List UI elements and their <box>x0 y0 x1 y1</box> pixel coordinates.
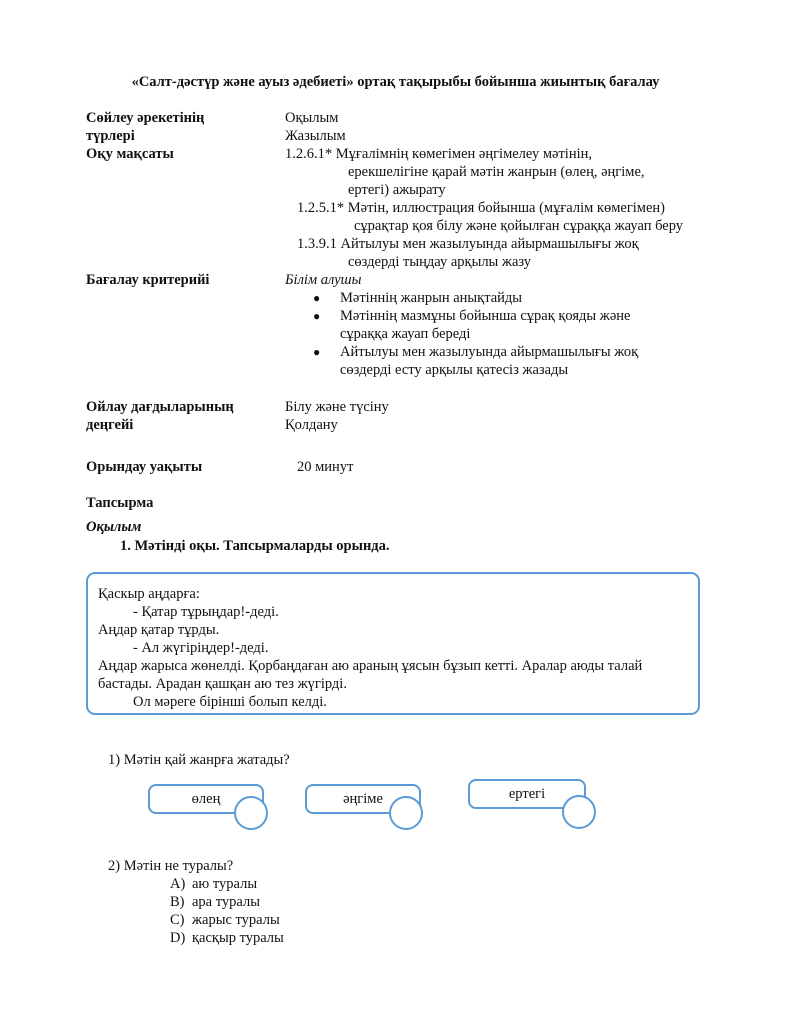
learning-goal-line: сөздерді тыңдау арқылы жазу <box>348 254 532 270</box>
answer-letter: B) <box>170 894 185 910</box>
answer-letter: C) <box>170 912 185 928</box>
criteria-item: Мәтіннің жанрын анықтайды <box>340 290 523 306</box>
criteria-item: Айтылуы мен жазылуында айырмашылығы жоқ <box>340 344 639 360</box>
learning-goal-line: 1.3.9.1 Айтылуы мен жазылуында айырмашылығы жоқ <box>297 236 639 252</box>
criteria-item: Мәтіннің мазмұны бойынша сұрақ қояды және <box>340 308 631 324</box>
thinking-level-label-cont: деңгейі <box>86 417 134 433</box>
section-heading: Оқылым <box>86 519 142 535</box>
instruction: 1. Мәтінді оқы. Тапсырмаларды орында. <box>120 538 390 554</box>
passage-line: - Ал жүгіріңдер!-деді. <box>133 640 269 656</box>
learning-goals-label: Оқу мақсаты <box>86 146 174 162</box>
speech-activity-value: Оқылым <box>285 110 339 126</box>
option-label: өлең <box>191 791 221 807</box>
criteria-label: Бағалау критерийі <box>86 272 210 288</box>
learning-goal-line: ерекшелігіне қарай мәтін жанрын (өлең, әңгіме, <box>348 164 645 180</box>
thinking-level-value: Қолдану <box>285 417 338 433</box>
task-heading: Тапсырма <box>86 495 154 511</box>
answer-letter: A) <box>170 876 186 892</box>
option-label: әңгіме <box>343 791 383 807</box>
time-label: Орындау уақыты <box>86 459 203 475</box>
answer-option-d[interactable]: қасқыр туралы <box>192 930 284 946</box>
criteria-item-cont: сөздерді есту арқылы қатесіз жазады <box>340 362 569 378</box>
answer-circle[interactable] <box>562 795 596 829</box>
learning-goal-line: 1.2.6.1* Мұғалімнің көмегімен әңгімелеу мәтінін, <box>285 146 593 162</box>
learning-goal-line: 1.2.5.1* Мәтін, иллюстрация бойынша (мұғалім көмегімен) <box>297 200 665 216</box>
passage-line: Аңдар қатар тұрды. <box>98 622 220 638</box>
passage-line: Қаскыр аңдарға: <box>98 586 200 602</box>
page-title: «Салт-дәстүр және ауыз әдебиеті» ортақ тақырыбы бойынша жиынтық бағалау <box>131 74 660 90</box>
bullet-icon: ● <box>313 291 321 305</box>
answer-option-a[interactable]: аю туралы <box>192 876 258 892</box>
passage-line: Ол мәреге бірінші болып келді. <box>133 694 327 710</box>
answer-option-c[interactable]: жарыс туралы <box>192 912 280 928</box>
bullet-icon: ● <box>313 345 321 359</box>
answer-circle[interactable] <box>389 796 423 830</box>
thinking-level-label: Ойлау дағдыларының <box>86 399 234 415</box>
speech-activity-label: Сөйлеу әрекетінің <box>86 110 205 126</box>
question-1: 1) Мәтін қай жанрға жатады? <box>108 752 290 768</box>
criteria-item-cont: сұраққа жауап береді <box>340 326 471 342</box>
option-label: ертегі <box>508 786 546 802</box>
learning-goal-line: сұрақтар қоя білу және қойылған сұраққа жауап беру <box>354 218 684 234</box>
answer-letter: D) <box>170 930 186 946</box>
criteria-subtitle: Білім алушы <box>285 272 362 288</box>
question-2: 2) Мәтін не туралы? <box>108 858 234 874</box>
passage-line: бастады. Арадан қашқан аю тез жүгірді. <box>98 676 347 692</box>
bullet-icon: ● <box>313 309 321 323</box>
passage-line: - Қатар тұрыңдар!-деді. <box>133 604 279 620</box>
speech-activity-value: Жазылым <box>285 128 346 144</box>
speech-activity-label-cont: түрлері <box>86 128 135 144</box>
answer-option-b[interactable]: ара туралы <box>192 894 260 910</box>
answer-circle[interactable] <box>234 796 268 830</box>
passage-line: Аңдар жарыса жөнелді. Қорбаңдаған аю араның ұясын бұзып кетті. Аралар аюды талай <box>98 658 643 674</box>
thinking-level-value: Білу және түсіну <box>285 399 389 415</box>
learning-goal-line: ертегі) ажырату <box>348 182 446 198</box>
time-value: 20 минут <box>297 459 354 475</box>
